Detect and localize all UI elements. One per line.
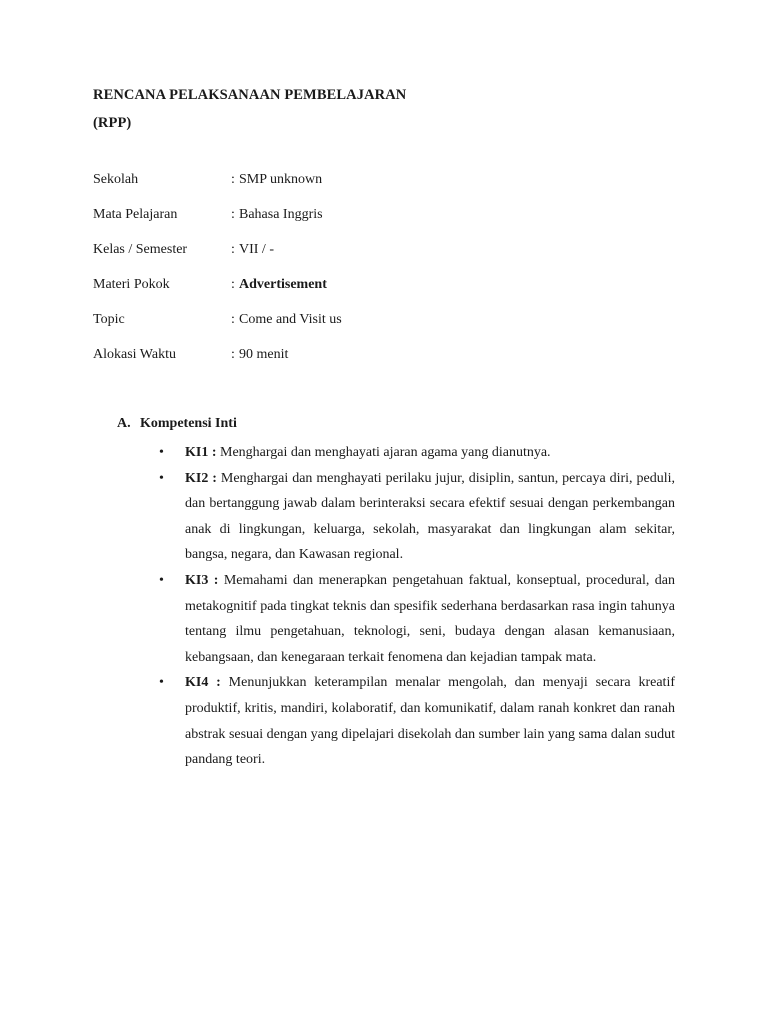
info-row-mata-pelajaran [93,207,593,242]
info-value: Bahasa Inggris [239,207,323,222]
ki-text: Menghargai dan menghayati perilaku jujur, disiplin, santun, percaya diri, peduli, dan bertanggung jawab dalam berinteraksi secara efektif sesuai dengan perkembangan anak di lingkungan, keluarga, sekolah, masyarakat dan lingkungan alam sekitar, bangsa, negara, dan Kawasan regional. [185,470,675,563]
info-value: SMP unknown [239,172,323,187]
ki-code: KI3 : [185,572,219,588]
info-colon: : [231,207,235,222]
info-colon: : [231,312,235,327]
info-label: Alokasi Waktu [93,347,176,362]
info-colon: : [231,347,235,362]
document-subtitle: (RPP) [93,115,132,131]
document-title: RENCANA PELAKSANAAN PEMBELAJARAN [93,87,407,103]
info-value: VII / - [239,242,274,257]
section-title: Kompetensi Inti [140,416,237,431]
info-label: Kelas / Semester [93,242,188,257]
info-row-kelas-semester [93,242,593,277]
kompetensi-inti-list [155,440,675,773]
info-label: Materi Pokok [93,277,170,292]
list-item-ki3 [155,568,675,670]
info-colon: : [231,172,235,187]
info-value: 90 menit [239,347,289,362]
info-row-alokasi-waktu [93,347,593,382]
list-item-ki2 [155,466,675,568]
info-value: Come and Visit us [239,312,342,327]
list-item-ki4 [155,670,675,772]
info-row-sekolah [93,172,593,207]
info-colon: : [231,242,235,257]
info-label: Sekolah [93,172,139,187]
section-letter: A. [117,416,131,431]
ki-text: Memahami dan menerapkan pengetahuan faktual, konseptual, procedural, dan metakognitif pada tingkat teknis dan spesifik sederhana berdasarkan rasa ingin tahunya tentang ilmu pengetahuan, teknologi, seni, budaya dengan alasan kemanusiaan, kebangsaan, dan kenegaraan terkait fenomena dan kejadian tampak mata. [185,572,676,665]
ki-text: Menunjukkan keterampilan menalar mengolah, dan menyaji secara kreatif produktif, kritis, mandiri, kolaboratif, dan komunikatif, dalam ranah konkret dan ranah abstrak sesuai dengan yang dipelajari disekolah dan sumber lain yang sama dalan sudut pandang teori. [185,675,675,768]
info-label: Mata Pelajaran [93,207,178,222]
section-heading-kompetensi-inti [117,416,237,432]
bullet-icon: • [159,572,164,588]
ki-text: Menghargai dan menghayati ajaran agama yang dianutnya. [216,445,551,460]
bullet-icon: • [159,445,164,460]
info-colon: : [231,277,235,292]
info-value: Advertisement [239,277,327,292]
ki-code: KI1 : [185,445,217,460]
ki-code: KI2 : [185,470,217,486]
ki-code: KI4 : [185,675,221,691]
info-row-topic [93,312,593,347]
info-table [93,172,593,382]
bullet-icon: • [159,470,164,486]
info-row-materi-pokok [93,277,593,312]
info-label: Topic [93,312,125,327]
bullet-icon: • [159,675,164,691]
list-item-ki1 [155,440,675,466]
